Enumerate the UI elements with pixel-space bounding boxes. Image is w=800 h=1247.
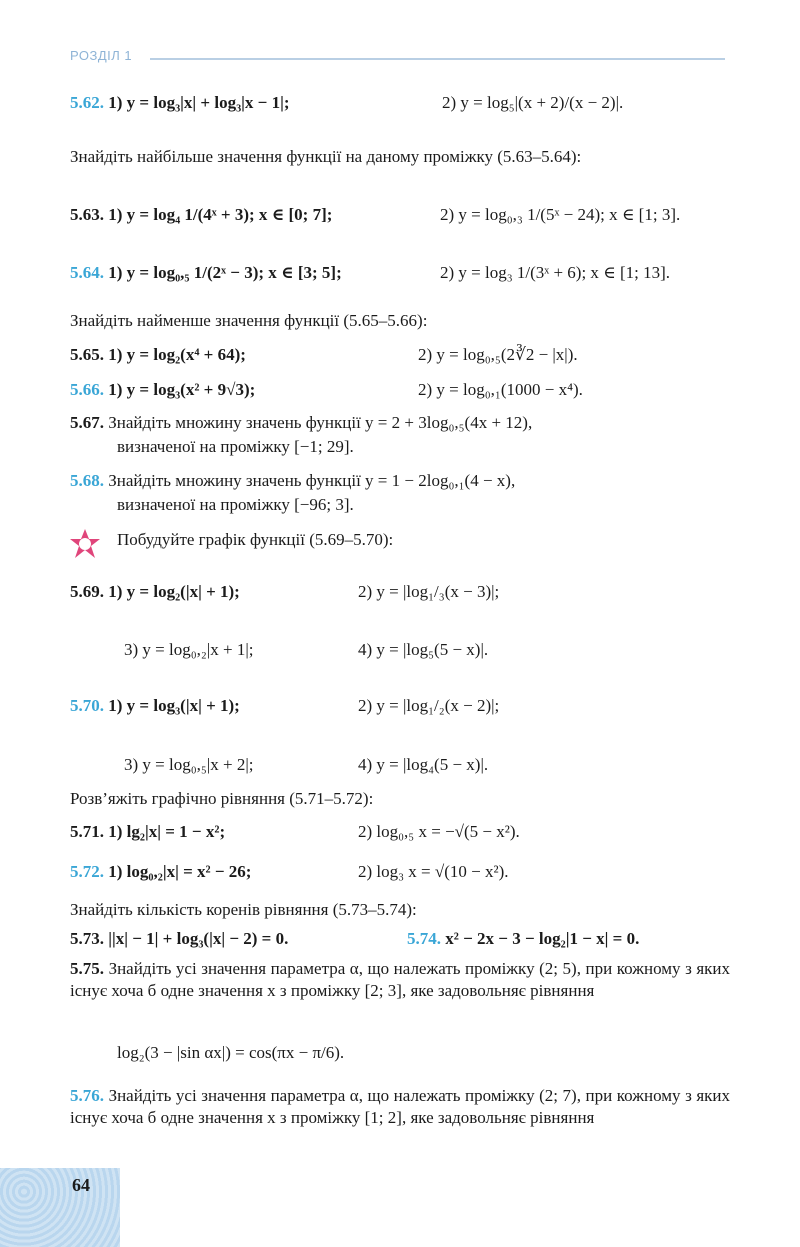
- problem-5-70: [70, 696, 240, 716]
- problem-part-a: 1) y = log₀,₅ 1/(2ˣ − 3); x ∈ [3; 5];: [108, 263, 342, 282]
- problem-text: Знайдіть усі значення параметра α, що належать проміжку (2; 7), при кожному з яких існує хоча б одне значення x з проміжку [1; 2], яке задовольняє рівняння: [70, 1086, 731, 1127]
- problem-5-67: [70, 413, 532, 433]
- problem-part-a: 1) log₀,₂|x| = x² − 26;: [108, 862, 252, 881]
- problem-5-76: [70, 1085, 730, 1129]
- section-header: РОЗДІЛ 1: [70, 48, 133, 63]
- problem-part-b: 2) y = log₀,₅(2∛2 − |x|).: [418, 345, 578, 364]
- problem-5-75: [70, 958, 730, 1002]
- problem-part-1: 1) y = log₂(|x| + 1);: [108, 582, 240, 601]
- problem-5-62: [70, 93, 290, 113]
- problem-part-4: 4) y = |log₄(5 − x)|.: [358, 755, 489, 774]
- problem-5-68: [70, 471, 515, 491]
- problem-number: 5.73.: [70, 929, 104, 948]
- instruction-max: Знайдіть найбільше значення функції на даному проміжку (5.63–5.64):: [70, 147, 582, 166]
- problem-5-73: [70, 929, 288, 949]
- instruction-roots: Знайдіть кількість коренів рівняння (5.73–5.74):: [70, 900, 417, 919]
- problem-number: 5.72.: [70, 862, 104, 881]
- problem-5-74: [407, 929, 639, 949]
- problem-5-71: [70, 822, 225, 842]
- problem-equation: log₂(3 − |sin αx|) = cos(πx − π/6).: [117, 1043, 345, 1062]
- instruction-min: Знайдіть найменше значення функції (5.65–5.66):: [70, 311, 428, 330]
- problem-part-b: 2) log₃ x = √(10 − x²).: [358, 862, 509, 881]
- problem-5-63: [70, 205, 332, 225]
- header-rule: [150, 58, 725, 60]
- problem-part-a: 1) y = log₂(x⁴ + 64);: [108, 345, 246, 364]
- problem-equation: ||x| − 1| + log₃(|x| − 2) = 0.: [108, 929, 289, 948]
- star-icon: [68, 527, 102, 561]
- problem-text: Знайдіть множину значень функції y = 1 − 2log₀,₁(4 − x),: [108, 471, 516, 490]
- problem-number: 5.64.: [70, 263, 104, 282]
- problem-text-cont: визначеної на проміжку [−96; 3].: [117, 495, 354, 514]
- problem-5-72: [70, 862, 251, 882]
- problem-part-b: 2) y = log₀,₁(1000 − x⁴).: [418, 380, 583, 399]
- problem-5-69: [70, 582, 240, 602]
- problem-number: 5.74.: [407, 929, 441, 948]
- problem-number: 5.65.: [70, 345, 104, 364]
- problem-number: 5.67.: [70, 413, 104, 432]
- problem-5-66: [70, 380, 255, 400]
- problem-part-3: 3) y = log₀,₅|x + 2|;: [124, 755, 254, 774]
- page-number: 64: [72, 1175, 90, 1195]
- problem-equation: x² − 2x − 3 − log₂|1 − x| = 0.: [445, 929, 640, 948]
- problem-number: 5.69.: [70, 582, 104, 601]
- problem-5-64: [70, 263, 342, 283]
- problem-number: 5.66.: [70, 380, 104, 399]
- problem-text: Знайдіть усі значення параметра α, що належать проміжку (2; 5), при кожному з яких існує хоча б одне значення x з проміжку [2; 3], яке задовольняє рівняння: [70, 959, 731, 1000]
- problem-number: 5.70.: [70, 696, 104, 715]
- problem-part-1: 1) y = log₃(|x| + 1);: [108, 696, 240, 715]
- problem-5-65: [70, 345, 246, 365]
- problem-part-a: 1) y = log₃|x| + log₃|x − 1|;: [108, 93, 290, 112]
- decorative-corner: [0, 1168, 120, 1247]
- problem-part-b: 2) y = log₃ 1/(3ˣ + 6); x ∈ [1; 13].: [440, 263, 671, 282]
- problem-part-a: 1) lg₂|x| = 1 − x²;: [108, 822, 226, 841]
- instruction-graph: Побудуйте графік функції (5.69–5.70):: [117, 530, 394, 549]
- problem-part-b: 2) y = log₀,₃ 1/(5ˣ − 24); x ∈ [1; 3].: [440, 205, 681, 224]
- problem-number: 5.75.: [70, 959, 104, 978]
- problem-part-2: 2) y = |log₁/₂(x − 2)|;: [358, 696, 500, 715]
- problem-part-2: 2) y = |log₁/₃(x − 3)|;: [358, 582, 500, 601]
- problem-part-4: 4) y = |log₅(5 − x)|.: [358, 640, 489, 659]
- problem-number: 5.71.: [70, 822, 104, 841]
- problem-number: 5.62.: [70, 93, 104, 112]
- problem-number: 5.68.: [70, 471, 104, 490]
- problem-number: 5.63.: [70, 205, 104, 224]
- problem-part-a: 1) y = log₃(x² + 9√3);: [108, 380, 256, 399]
- instruction-solve: Розв’яжіть графічно рівняння (5.71–5.72):: [70, 789, 374, 808]
- problem-part-a: 1) y = log₄ 1/(4ˣ + 3); x ∈ [0; 7];: [108, 205, 333, 224]
- problem-number: 5.76.: [70, 1086, 104, 1105]
- problem-part-b: 2) y = log₅|(x + 2)/(x − 2)|.: [442, 93, 624, 112]
- problem-part-3: 3) y = log₀,₂|x + 1|;: [124, 640, 254, 659]
- problem-part-b: 2) log₀,₅ x = −√(5 − x²).: [358, 822, 520, 841]
- problem-text-cont: визначеної на проміжку [−1; 29].: [117, 437, 354, 456]
- problem-text: Знайдіть множину значень функції y = 2 + 3log₀,₅(4x + 12),: [108, 413, 533, 432]
